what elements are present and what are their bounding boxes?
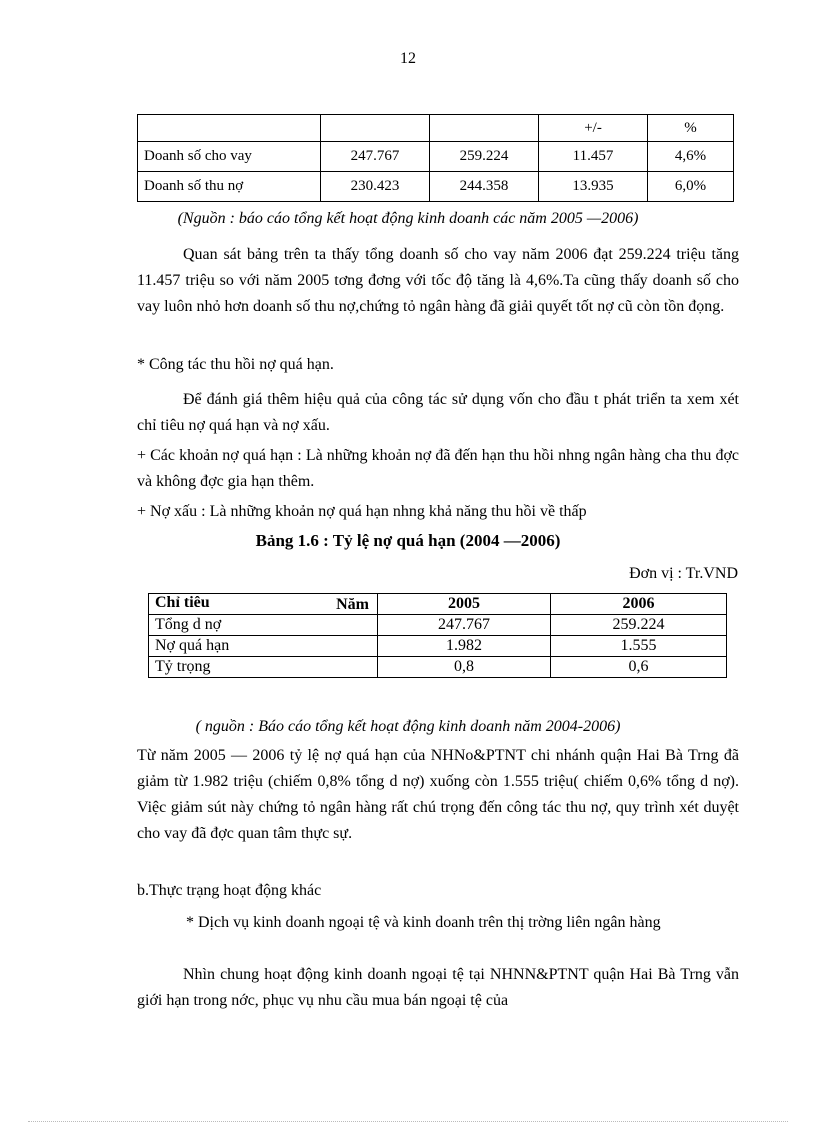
table-cell: 4,6% — [648, 142, 734, 172]
page-bottom-rule — [28, 1121, 788, 1122]
table-row — [149, 657, 727, 678]
overdue-debt-table — [148, 593, 727, 678]
paragraph: Quan sát bảng trên ta thấy tổng doanh số cho vay năm 2006 đạt 259.224 triệu tăng 11.457 triệu so với năm 2005 tơng đơng với tốc độ tăng là 4,6%.Ta cũng thấy doanh số cho vay luôn nhỏ hơn doanh số thu nợ,chứng tỏ ngân hàng đã giải quyết tốt nợ cũ còn tồn đọng. — [137, 246, 739, 315]
table-cell: 0,6 — [551, 657, 727, 678]
table-cell: 244.358 — [430, 172, 539, 202]
source-note: (Nguồn : báo cáo tổng kết hoạt động kinh doanh các năm 2005 —2006) — [177, 210, 639, 227]
row-label: Doanh số thu nợ — [138, 172, 321, 202]
unit-label: Đơn vị : Tr.VND — [629, 565, 738, 582]
source-note: ( nguồn : Báo cáo tổng kết hoạt động kinh doanh năm 2004-2006) — [195, 718, 621, 735]
table-cell: 230.423 — [321, 172, 430, 202]
header-year: 2006 — [551, 594, 727, 615]
table-cell: 13.935 — [539, 172, 648, 202]
table-cell: 259.224 — [551, 615, 727, 636]
table-cell: 259.224 — [430, 142, 539, 172]
paragraph: + Các khoản nợ quá hạn : Là những khoản nợ đã đến hạn thu hồi nhng ngân hàng cha thu đợc và không đợc gia hạn thêm. — [137, 447, 739, 490]
table-cell — [321, 115, 430, 142]
table-cell — [430, 115, 539, 142]
header-cell — [149, 594, 378, 615]
table-row — [138, 142, 734, 172]
row-label: Nợ quá hạn — [149, 636, 378, 657]
row-label: Doanh số cho vay — [138, 142, 321, 172]
paragraph: * Dịch vụ kinh doanh ngoại tệ và kinh doanh trên thị trờng liên ngân hàng — [186, 914, 661, 931]
table-cell: 1.555 — [551, 636, 727, 657]
table-row — [149, 636, 727, 657]
table-row — [138, 172, 734, 202]
paragraph: b.Thực trạng hoạt động khác — [137, 882, 322, 899]
row-label: Tỷ trọng — [149, 657, 378, 678]
table-caption: Bảng 1.6 : Tỷ lệ nợ quá hạn (2004 —2006) — [255, 531, 561, 550]
header-indicator-label: Chỉ tiêu — [155, 594, 210, 611]
row-label: Tổng d nợ — [149, 615, 378, 636]
table-cell: 247.767 — [378, 615, 551, 636]
table-cell — [138, 115, 321, 142]
header-year: 2005 — [378, 594, 551, 615]
paragraph: Nhìn chung hoạt động kinh doanh ngoại tệ tại NHNN&PTNT quận Hai Bà Trng vẫn giới hạn trong nớc, phục vụ nhu cầu mua bán ngoại tệ của — [137, 966, 739, 1009]
table-row — [149, 615, 727, 636]
table-cell: 0,8 — [378, 657, 551, 678]
paragraph: + Nợ xấu : Là những khoản nợ quá hạn nhng khả năng thu hồi về thấp — [137, 503, 587, 520]
lending-table — [137, 114, 734, 202]
table-cell: 11.457 — [539, 142, 648, 172]
table-row — [149, 594, 727, 615]
table-cell: 1.982 — [378, 636, 551, 657]
page-number: 12 — [400, 50, 416, 67]
table-cell: 6,0% — [648, 172, 734, 202]
paragraph: * Công tác thu hồi nợ quá hạn. — [137, 356, 334, 373]
table-header-percent: % — [648, 115, 734, 142]
paragraph: Để đánh giá thêm hiệu quả của công tác sử dụng vốn cho đầu t phát triển ta xem xét chỉ tiêu nợ quá hạn và nợ xấu. — [137, 391, 739, 434]
table-cell: 247.767 — [321, 142, 430, 172]
table-row — [138, 115, 734, 142]
header-year-label: Năm — [336, 596, 369, 613]
table-header-change: +/- — [539, 115, 648, 142]
paragraph: Từ năm 2005 — 2006 tỷ lệ nợ quá hạn của NHNo&PTNT chi nhánh quận Hai Bà Trng đã giảm từ 1.982 triệu (chiếm 0,8% tổng d nợ) xuống còn 1.555 triệu( chiếm 0,6% tổng d nợ). Việc giảm sút này chứng tỏ ngân hàng rất chú trọng đến công tác thu nợ, quy trình xét duyệt cho vay đã đợc quan tâm thực sự. — [137, 747, 739, 842]
